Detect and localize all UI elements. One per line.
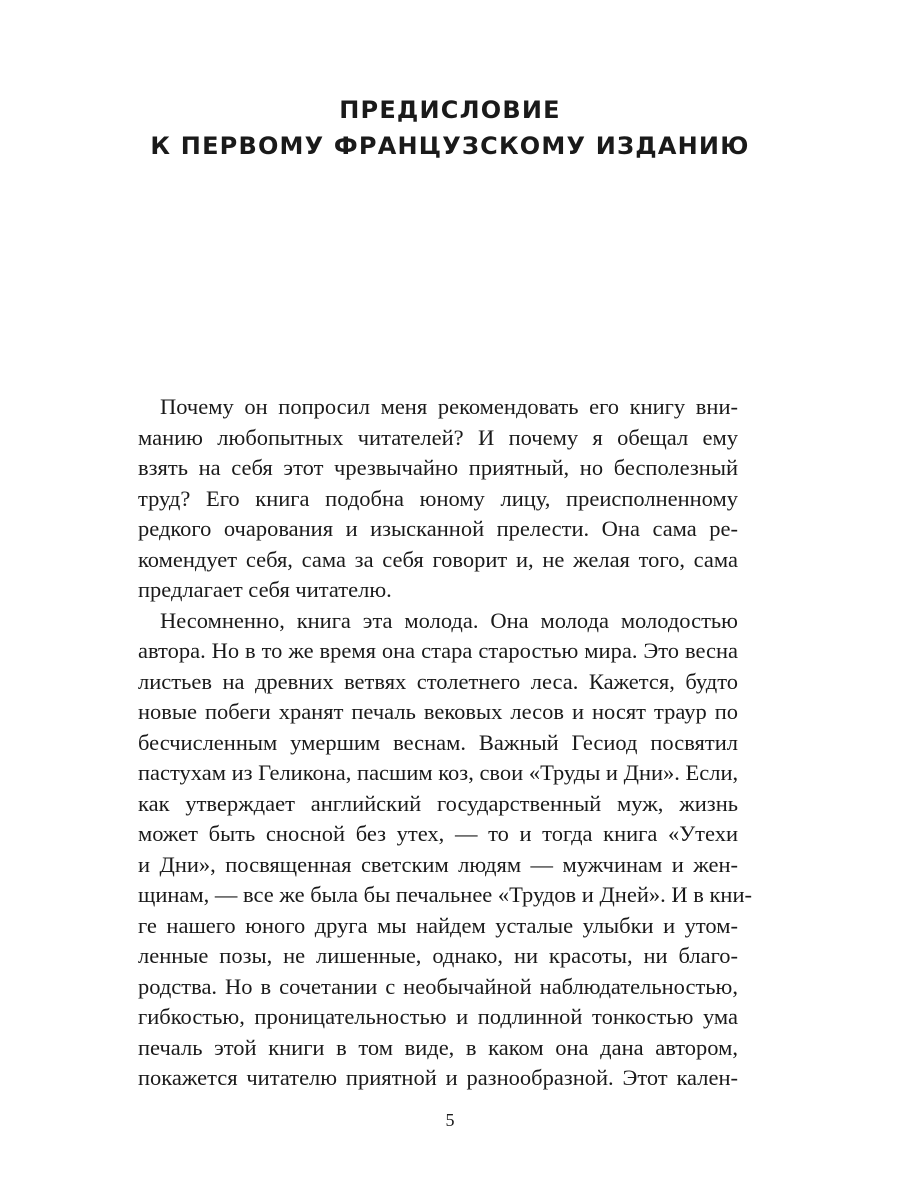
- text-line: ленные позы, не лишенные, однако, ни красоты, ни благо-: [138, 943, 738, 968]
- text-line: труд? Его книга подобна юному лицу, преисполненному: [138, 485, 738, 511]
- text-line: листьев на древних ветвях столетнего леса. Кажется, будто: [138, 668, 738, 694]
- chapter-heading: [0, 92, 900, 164]
- text-line: щинам, — все же была бы печальнее «Трудов и Дней». И в кни-: [138, 882, 753, 907]
- text-line: печаль этой книги в том виде, в каком она дана автором,: [138, 1034, 738, 1060]
- page-number: 5: [445, 1110, 455, 1130]
- heading-line-2: К ПЕРВОМУ ФРАНЦУЗСКОМУ ИЗДАНИЮ: [150, 132, 750, 160]
- heading-line-1: ПРЕДИСЛОВИЕ: [339, 96, 561, 124]
- text-line: родства. Но в сочетании с необычайной наблюдательностью,: [138, 973, 738, 999]
- text-line: ге нашего юного друга мы найдем усталые улыбки и утом-: [138, 912, 738, 938]
- text-line: гибкостью, проницательностью и подлинной тонкостью ума: [138, 1004, 738, 1029]
- text-line: автора. Но в то же время она стара старостью мира. Это весна: [138, 638, 738, 663]
- text-line: пастухам из Геликона, пасшим коз, свои «Труды и Дни». Если,: [138, 760, 739, 785]
- text-line: и Дни», посвященная светским людям — мужчинам и жен-: [138, 851, 738, 877]
- text-line: бесчисленным умершим веснам. Важный Гесиод посвятил: [138, 729, 738, 755]
- text-line: редкого очарования и изысканной прелести. Она сама ре-: [138, 516, 738, 541]
- text-line: новые побеги хранят печаль вековых лесов и носят траур по: [138, 699, 738, 724]
- text-line: покажется читателю приятной и разнообразной. Этот кален-: [138, 1065, 738, 1090]
- text-line: как утверждает английский государственный муж, жизнь: [138, 790, 738, 816]
- text-line: комендует себя, сама за себя говорит и, не желая того, сама: [138, 546, 738, 572]
- text-line: Почему он попросил меня рекомендовать его книгу вни-: [160, 394, 738, 419]
- body-text: [138, 392, 753, 1094]
- text-line: Несомненно, книга эта молода. Она молода молодостью: [160, 607, 738, 633]
- text-line: манию любопытных читателей? И почему я обещал ему: [138, 424, 738, 450]
- text-line: предлагает себя читателю.: [138, 577, 392, 602]
- text-line: взять на себя этот чрезвычайно приятный, но бесполезный: [138, 455, 738, 480]
- text-line: может быть сносной без утех, — то и тогда книга «Утехи: [138, 821, 738, 846]
